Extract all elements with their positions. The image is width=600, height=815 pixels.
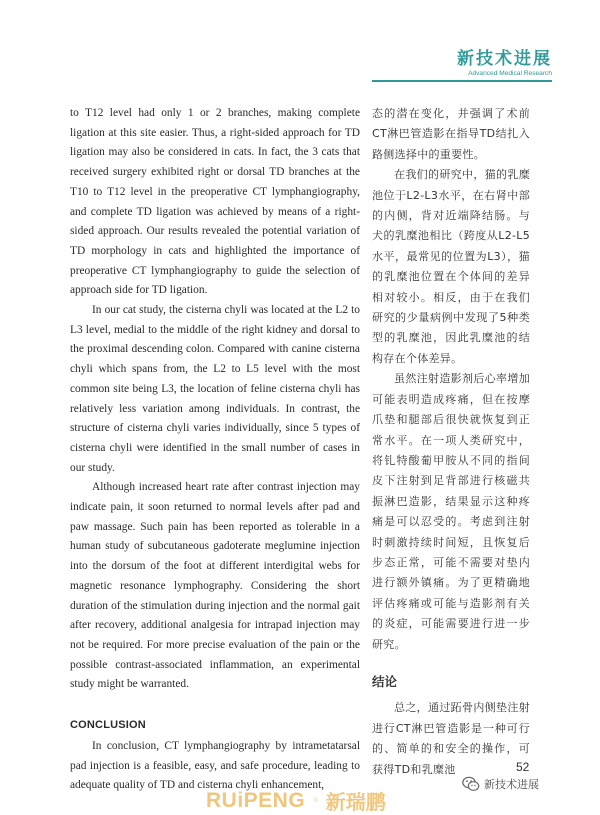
english-column (70, 104, 360, 796)
journal-header (457, 44, 552, 77)
logo-text-en: RUiPENG (206, 788, 306, 812)
cn-conclusion-text: 总之，通过跖骨内侧垫注射进行CT淋巴管造影是一种可行的、简单的和安全的操作，可获得TD和乳糜池 (372, 701, 530, 776)
en-conclusion-text: In conclusion, CT lymphangiography by intrametatarsal pad injection is a feasible, easy, and safe procedure, leading to adequate quality of TD and cisterna chyli enhancement, (70, 739, 360, 792)
wechat-account-name: 新技术进展 (484, 778, 539, 791)
cn-paragraph-3: 虽然注射造影剂后心率增加可能表明造成疼痛，但在按摩爪垫和腿部后很快就恢复到正常水平。在一项人类研究中，将钆特酸葡甲胺从不同的指间皮下注射到足背部进行核磁共振淋巴造影，结果显示这种疼痛是可以忍受的。考虑到注射时刺激持续时间短，且恢复后步态正常，可能不需要对垫内进行额外镇痛。为了更精确地评估疼痛或可能与造影剂有关的炎症，可能需要进行进一步研究。 (372, 372, 530, 651)
ruipeng-logo (206, 786, 386, 815)
page-number: 52 (516, 760, 530, 774)
chinese-column (372, 104, 530, 780)
journal-title-en: Advanced Medical Research (468, 70, 552, 77)
logo-text-cn: 新瑞鹏 (325, 790, 386, 814)
en-paragraph-2: In our cat study, the cisterna chyli was located at the L2 to L3 level, medial to the middle of the right kidney and dorsal to the proximal descending colon. Compared with canine cisterna chyli which spans from, the L2 to L5 level with the most common site being L3, the location of feline cisterna chyli has relatively less variation among individuals. In contrast, the structure of cisterna chyli varies individually, since 5 types of cisterna chyli were identified in the small number of cases in our study. (70, 304, 360, 474)
wechat-icon (462, 776, 480, 792)
cn-paragraph-2: 在我们的研究中，猫的乳糜池位于L2-L3水平，在右肾中部的内侧，背对近端降结肠。与犬的乳糜池相比（跨度从L2-L5水平，最常见的位置为L3），猫的乳糜池位置在个体间的差异相对较小。相反，由于在我们研究的少量病例中发现了5种类型的乳糜池，因此乳糜池的结构存在个体差异。 (372, 168, 530, 365)
cn-paragraph-1: 态的潜在变化，并强调了术前CT淋巴管造影在指导TD结扎入路侧选择中的重要性。 (372, 107, 530, 161)
registered-mark-icon: ® (313, 797, 318, 804)
en-conclusion-heading: CONCLUSION (70, 719, 146, 732)
en-paragraph-1: to T12 level had only 1 or 2 branches, making complete ligation at this site easier. Thus, a right-sided approach for TD ligation may also be considered in cats. In fact, the 3 cats that received surgery exhibited right or dorsal TD branches at the T10 to T12 level in the preoperative CT lymphangiography, and complete TD ligation was achieved by means of a right-sided approach. Our results revealed the potential variation of TD morphology in cats and highlighted the importance of preoperative CT lymphangiography to guide the selection of approach side for TD ligation. (70, 107, 360, 297)
wechat-watermark (462, 776, 539, 792)
cn-conclusion-heading: 结论 (372, 673, 398, 689)
en-paragraph-3: Although increased heart rate after contrast injection may indicate pain, it soon returned to normal levels after pad and paw massage. Such pain has been reported as tolerable in a human study of subcutaneous gadoterate meglumine injection into the dorsum of the foot at different interdigital webs for magnetic resonance lymphography. Considering the short duration of the stimulation during injection and the normal gait after recovery, additional analgesia for intrapad injection may not be required. For more precise evaluation of the pain or the possible contrast-associated inflammation, an experimental study might be warranted. (70, 481, 360, 691)
header-divider (372, 80, 552, 82)
journal-title-cn: 新技术进展 (457, 49, 552, 69)
